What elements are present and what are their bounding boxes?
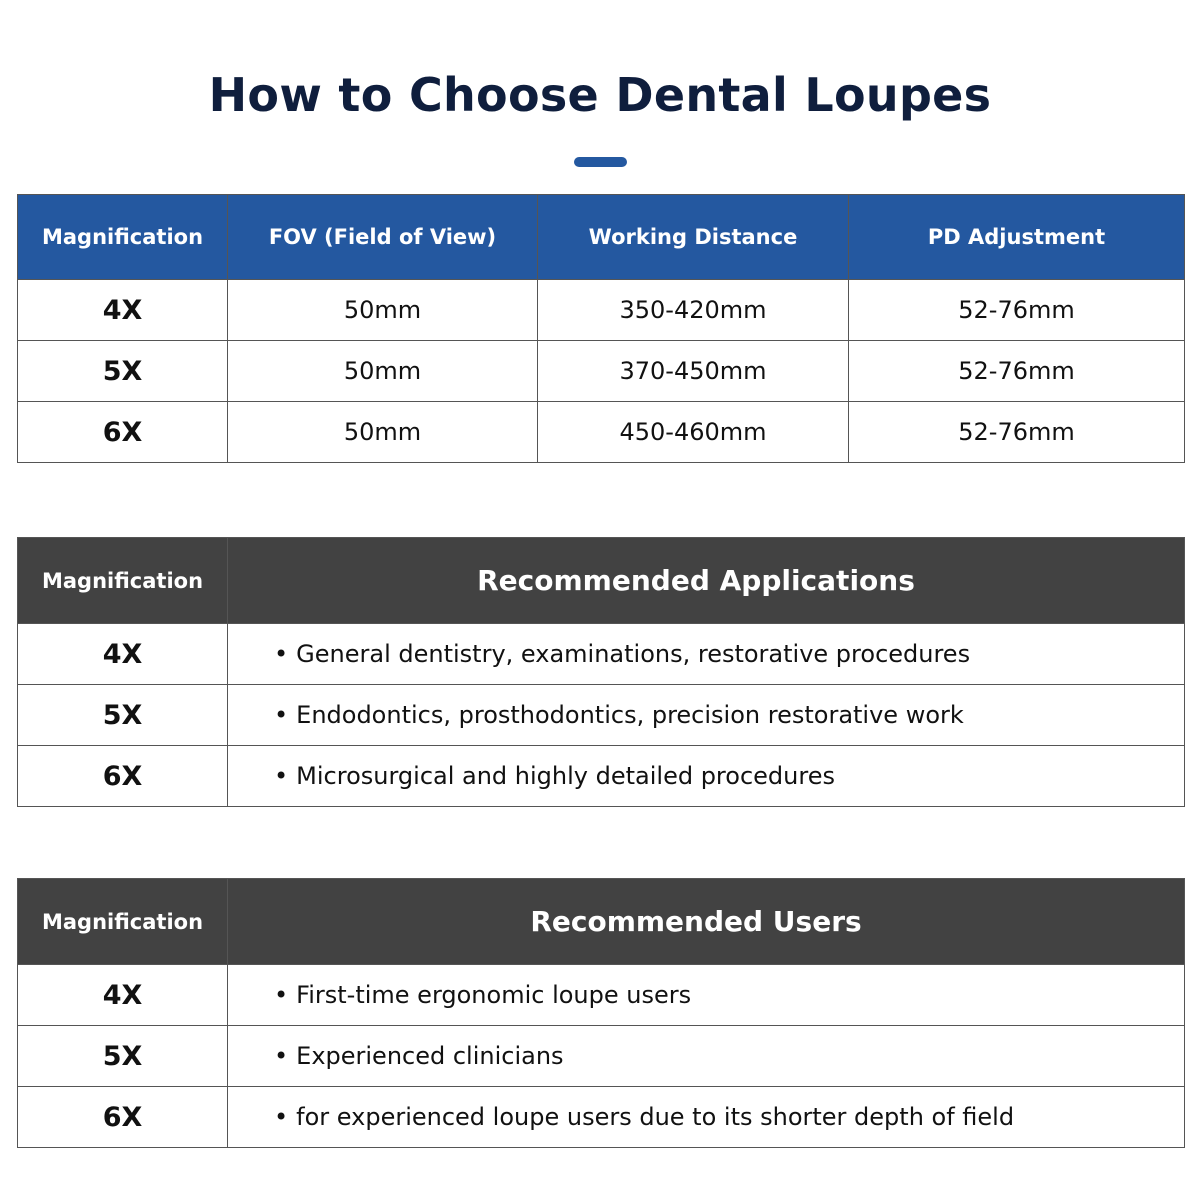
application-cell — [228, 746, 1185, 807]
table-header-row — [18, 195, 1185, 280]
column-header: Magnification — [18, 879, 228, 965]
bullet-icon: • — [274, 640, 289, 668]
magnification-cell: 4X — [18, 965, 228, 1026]
application-cell — [228, 685, 1185, 746]
user-text: Experienced clinicians — [296, 1042, 564, 1070]
magnification-cell: 5X — [18, 1026, 228, 1087]
users-table — [17, 878, 1185, 1148]
bullet-icon: • — [274, 701, 289, 729]
bullet-icon: • — [274, 1103, 289, 1131]
column-header: Recommended Users — [228, 879, 1185, 965]
title-underline — [574, 157, 627, 167]
applications-table — [17, 537, 1185, 807]
magnification-cell: 5X — [18, 685, 228, 746]
working-distance-cell: 370-450mm — [538, 341, 849, 402]
table-header-row — [18, 538, 1185, 624]
magnification-cell: 6X — [18, 746, 228, 807]
pd-adjustment-cell: 52-76mm — [849, 280, 1185, 341]
application-cell — [228, 624, 1185, 685]
table-row — [18, 685, 1185, 746]
fov-cell: 50mm — [228, 402, 538, 463]
magnification-cell: 6X — [18, 1087, 228, 1148]
user-cell — [228, 1026, 1185, 1087]
user-cell — [228, 1087, 1185, 1148]
specs-table — [17, 194, 1185, 463]
magnification-cell: 4X — [18, 624, 228, 685]
table-row — [18, 746, 1185, 807]
table-row — [18, 1026, 1185, 1087]
bullet-icon: • — [274, 762, 289, 790]
column-header: Recommended Applications — [228, 538, 1185, 624]
pd-adjustment-cell: 52-76mm — [849, 402, 1185, 463]
table-row — [18, 965, 1185, 1026]
table-row — [18, 280, 1185, 341]
table-row — [18, 624, 1185, 685]
column-header: PD Adjustment — [849, 195, 1185, 280]
application-text: Microsurgical and highly detailed procedures — [296, 762, 835, 790]
user-cell — [228, 965, 1185, 1026]
bullet-icon: • — [274, 981, 289, 1009]
fov-cell: 50mm — [228, 341, 538, 402]
table-header-row — [18, 879, 1185, 965]
application-text: General dentistry, examinations, restorative procedures — [296, 640, 971, 668]
magnification-cell: 5X — [18, 341, 228, 402]
column-header: Working Distance — [538, 195, 849, 280]
magnification-cell: 4X — [18, 280, 228, 341]
page-title: How to Choose Dental Loupes — [208, 68, 992, 122]
working-distance-cell: 450-460mm — [538, 402, 849, 463]
application-text: Endodontics, prosthodontics, precision restorative work — [296, 701, 964, 729]
user-text: for experienced loupe users due to its shorter depth of field — [296, 1103, 1015, 1131]
column-header: FOV (Field of View) — [228, 195, 538, 280]
table-row — [18, 402, 1185, 463]
working-distance-cell: 350-420mm — [538, 280, 849, 341]
bullet-icon: • — [274, 1042, 289, 1070]
table-row — [18, 1087, 1185, 1148]
table-row — [18, 341, 1185, 402]
pd-adjustment-cell: 52-76mm — [849, 341, 1185, 402]
fov-cell: 50mm — [228, 280, 538, 341]
column-header: Magnification — [18, 538, 228, 624]
column-header: Magnification — [18, 195, 228, 280]
magnification-cell: 6X — [18, 402, 228, 463]
user-text: First-time ergonomic loupe users — [296, 981, 692, 1009]
